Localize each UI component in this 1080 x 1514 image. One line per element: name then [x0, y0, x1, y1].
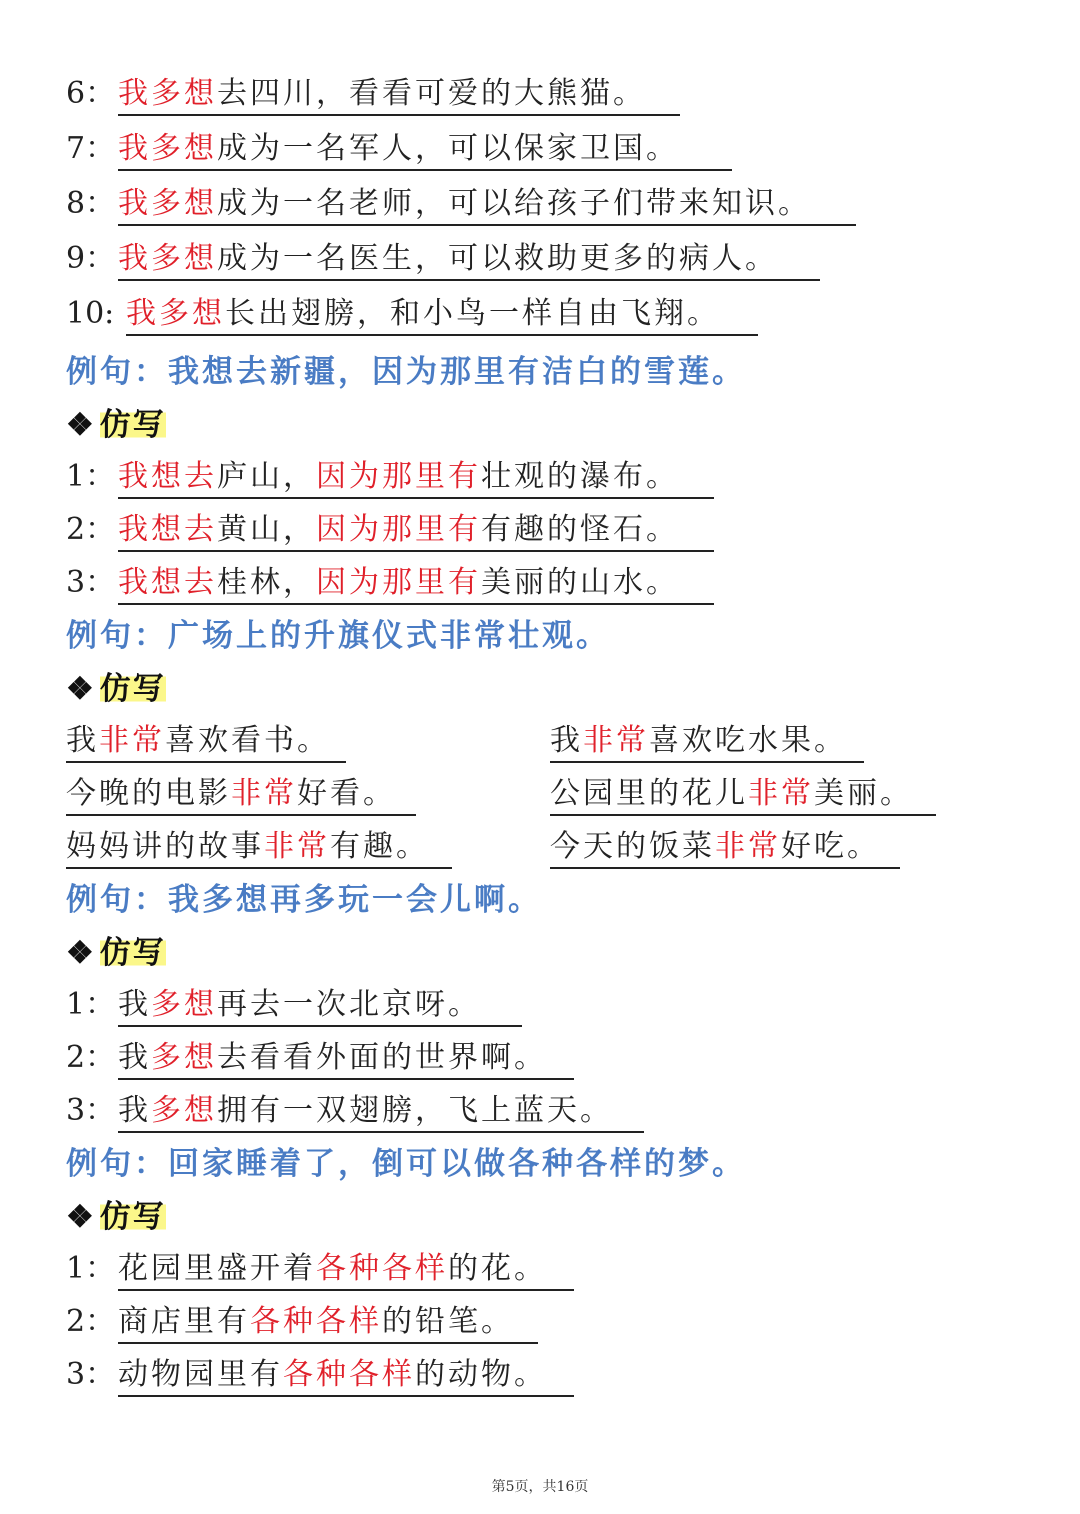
answer-line: [550, 829, 900, 869]
key-phrase: 多想: [151, 1040, 217, 1075]
item-number: 1：: [66, 1251, 116, 1286]
key-phrase: 非常: [583, 723, 649, 758]
fangxie-heading: [66, 1197, 166, 1237]
answer-line: [118, 76, 680, 116]
answer-line: [126, 296, 758, 336]
item-number: 2：: [66, 1040, 116, 1075]
sentence-text: 好看。: [297, 776, 396, 811]
sentence-text: 我: [118, 987, 151, 1022]
key-phrase: 各种各样: [250, 1304, 382, 1339]
fangxie-label: 仿写: [99, 935, 166, 971]
key-phrase: 非常: [715, 829, 781, 864]
key-phrase: 我多想: [118, 131, 217, 166]
sentence-text: 有趣。: [330, 829, 429, 864]
item-number: 3：: [66, 1093, 116, 1128]
sentence-text: 拥有一双翅膀，飞上蓝天。: [217, 1093, 613, 1128]
sentence-text: 的花。: [448, 1251, 547, 1286]
key-phrase: 非常: [99, 723, 165, 758]
sentence-text: 我: [118, 1093, 151, 1128]
sentence-text: 公园里的花儿: [550, 776, 748, 811]
sentence-text: 长出翅膀，和小鸟一样自由飞翔。: [225, 296, 720, 331]
sentence-text: 黄山，: [217, 512, 316, 547]
sentence-text: 妈妈讲的故事: [66, 829, 264, 864]
answer-line: [118, 186, 856, 226]
sentence-text: 喜欢吃水果。: [649, 723, 847, 758]
answer-line: [118, 241, 820, 281]
sentence-text: 庐山，: [217, 459, 316, 494]
answer-line: [118, 1251, 574, 1291]
item-number: 2：: [66, 1304, 116, 1339]
answer-line: [118, 1040, 574, 1080]
page-footer: 第5页，共16页: [491, 1479, 589, 1495]
example-sentence: 例句：我多想再多玩一会儿啊。: [66, 882, 542, 918]
key-phrase: 因为那里有: [316, 565, 481, 600]
key-phrase: 多想: [151, 987, 217, 1022]
item-number: 3：: [66, 565, 116, 600]
sentence-text: 今晚的电影: [66, 776, 231, 811]
key-phrase: 非常: [231, 776, 297, 811]
sentence-text: 今天的饭菜: [550, 829, 715, 864]
key-phrase: 因为那里有: [316, 459, 481, 494]
item-number: 3：: [66, 1357, 116, 1392]
sentence-text: 的铅笔。: [382, 1304, 514, 1339]
answer-line: [118, 1304, 538, 1344]
sentence-text: 商店里有: [118, 1304, 250, 1339]
diamond-icon: ❖: [66, 407, 94, 443]
key-phrase: 我想去: [118, 512, 217, 547]
sentence-text: 喜欢看书。: [165, 723, 330, 758]
sentence-text: 去看看外面的世界啊。: [217, 1040, 547, 1075]
answer-line: [550, 776, 936, 816]
sentence-text: 成为一名医生，可以救助更多的病人。: [217, 241, 778, 276]
answer-line: [118, 987, 522, 1027]
key-phrase: 因为那里有: [316, 512, 481, 547]
answer-line: [66, 723, 346, 763]
item-number: 10:: [66, 296, 115, 331]
diamond-icon: ❖: [66, 671, 94, 707]
item-number: 1：: [66, 987, 116, 1022]
fangxie-heading: [66, 669, 166, 709]
answer-line: [118, 1093, 644, 1133]
sentence-text: 再去一次北京呀。: [217, 987, 481, 1022]
fangxie-heading: [66, 933, 166, 973]
item-number: 6：: [66, 76, 116, 111]
item-number: 8：: [66, 186, 116, 221]
answer-line: [118, 512, 714, 552]
key-phrase: 我想去: [118, 459, 217, 494]
key-phrase: 非常: [264, 829, 330, 864]
answer-line: [66, 776, 416, 816]
key-phrase: 多想: [151, 1093, 217, 1128]
sentence-text: 美丽。: [814, 776, 913, 811]
fangxie-label: 仿写: [99, 407, 166, 443]
key-phrase: 各种各样: [283, 1357, 415, 1392]
answer-line: [118, 459, 714, 499]
sentence-text: 我: [66, 723, 99, 758]
key-phrase: 我多想: [118, 76, 217, 111]
key-phrase: 我多想: [118, 241, 217, 276]
sentence-text: 桂林，: [217, 565, 316, 600]
diamond-icon: ❖: [66, 1199, 94, 1235]
answer-line: [550, 723, 864, 763]
fangxie-label: 仿写: [99, 1199, 166, 1235]
sentence-text: 有趣的怪石。: [481, 512, 679, 547]
example-sentence: 例句：我想去新疆，因为那里有洁白的雪莲。: [66, 354, 746, 390]
key-phrase: 我想去: [118, 565, 217, 600]
sentence-text: 去四川，看看可爱的大熊猫。: [217, 76, 646, 111]
sentence-text: 好吃。: [781, 829, 880, 864]
sentence-text: 我: [118, 1040, 151, 1075]
sentence-text: 壮观的瀑布。: [481, 459, 679, 494]
sentence-text: 动物园里有: [118, 1357, 283, 1392]
key-phrase: 各种各样: [316, 1251, 448, 1286]
answer-line: [118, 131, 732, 171]
key-phrase: 我多想: [126, 296, 225, 331]
example-sentence: 例句：回家睡着了，倒可以做各种各样的梦。: [66, 1146, 746, 1182]
item-number: 7：: [66, 131, 116, 166]
fangxie-label: 仿写: [99, 671, 166, 707]
sentence-text: 成为一名老师，可以给孩子们带来知识。: [217, 186, 811, 221]
answer-line: [118, 565, 714, 605]
fangxie-heading: [66, 405, 166, 445]
item-number: 2：: [66, 512, 116, 547]
answer-line: [66, 829, 452, 869]
sentence-text: 美丽的山水。: [481, 565, 679, 600]
example-sentence: 例句：广场上的升旗仪式非常壮观。: [66, 618, 610, 654]
answer-line: [118, 1357, 574, 1397]
diamond-icon: ❖: [66, 935, 94, 971]
sentence-text: 花园里盛开着: [118, 1251, 316, 1286]
sentence-text: 我: [550, 723, 583, 758]
item-number: 1：: [66, 459, 116, 494]
item-number: 9：: [66, 241, 116, 276]
key-phrase: 非常: [748, 776, 814, 811]
sentence-text: 成为一名军人，可以保家卫国。: [217, 131, 679, 166]
key-phrase: 我多想: [118, 186, 217, 221]
sentence-text: 的动物。: [415, 1357, 547, 1392]
